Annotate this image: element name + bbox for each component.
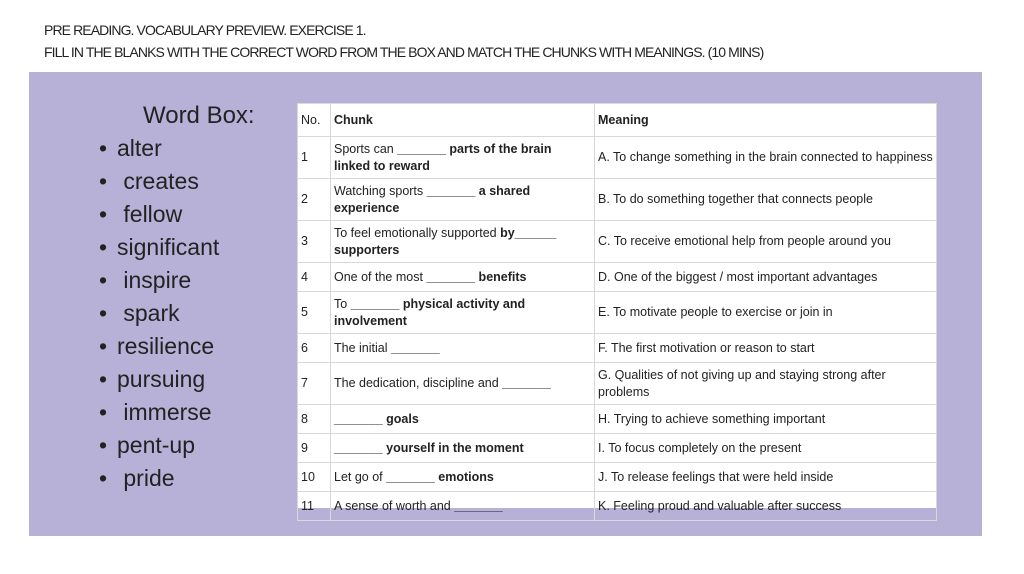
- chunk-cell: _______ yourself in the moment: [331, 434, 595, 463]
- meaning-cell: C. To receive emotional help from people around you: [595, 221, 937, 263]
- meaning-cell: I. To focus completely on the present: [595, 434, 937, 463]
- row-number: 3: [298, 221, 331, 263]
- meaning-cell: G. Qualities of not giving up and staying strong after problems: [595, 363, 937, 405]
- word-item: • alter: [99, 132, 299, 165]
- table-row: [298, 463, 937, 492]
- chunk-table-container: [297, 103, 937, 513]
- chunk-cell: To feel emotionally supported by______ supporters: [331, 221, 595, 263]
- meaning-cell: A. To change something in the brain connected to happiness: [595, 137, 937, 179]
- row-number: 10: [298, 463, 331, 492]
- meaning-cell: J. To release feelings that were held inside: [595, 463, 937, 492]
- meaning-cell: B. To do something together that connects people: [595, 179, 937, 221]
- header-meaning: Meaning: [595, 104, 937, 137]
- row-number: 9: [298, 434, 331, 463]
- chunk-cell: The dedication, discipline and _______: [331, 363, 595, 405]
- row-number: 11: [298, 492, 331, 521]
- header-chunk: Chunk: [331, 104, 595, 137]
- table-row: [298, 492, 937, 521]
- bullet-icon: •: [99, 366, 108, 392]
- exercise-panel: [29, 72, 982, 536]
- word-item: • pursuing: [99, 363, 299, 396]
- word-item: • inspire: [99, 264, 299, 297]
- row-number: 8: [298, 405, 331, 434]
- word-item: • immerse: [99, 396, 299, 429]
- row-number: 7: [298, 363, 331, 405]
- table-row: [298, 434, 937, 463]
- bullet-icon: •: [99, 465, 108, 491]
- word-box-title: Word Box:: [143, 102, 255, 129]
- meaning-cell: K. Feeling proud and valuable after success: [595, 492, 937, 521]
- chunk-cell: Let go of _______ emotions: [331, 463, 595, 492]
- bullet-icon: •: [99, 333, 108, 359]
- word-item: • fellow: [99, 198, 299, 231]
- table-row: [298, 292, 937, 334]
- bullet-icon: •: [99, 300, 108, 326]
- row-number: 4: [298, 263, 331, 292]
- bullet-icon: •: [99, 168, 108, 194]
- meaning-cell: D. One of the biggest / most important advantages: [595, 263, 937, 292]
- word-box: [99, 102, 299, 495]
- meaning-cell: E. To motivate people to exercise or join in: [595, 292, 937, 334]
- row-number: 2: [298, 179, 331, 221]
- header-no: No.: [298, 104, 331, 137]
- table-row: [298, 334, 937, 363]
- bullet-icon: •: [99, 135, 108, 161]
- bullet-icon: •: [99, 432, 108, 458]
- word-item: • resilience: [99, 330, 299, 363]
- chunk-cell: _______ goals: [331, 405, 595, 434]
- meaning-cell: F. The first motivation or reason to start: [595, 334, 937, 363]
- chunk-cell: To _______ physical activity and involvement: [331, 292, 595, 334]
- bullet-icon: •: [99, 201, 108, 227]
- bullet-icon: •: [99, 399, 108, 425]
- table-row: [298, 405, 937, 434]
- word-item: • spark: [99, 297, 299, 330]
- table-row: [298, 137, 937, 179]
- header-line-1: PRE READING. VOCABULARY PREVIEW. EXERCISE 1.: [44, 22, 366, 38]
- table-row: [298, 179, 937, 221]
- word-item: • creates: [99, 165, 299, 198]
- bullet-icon: •: [99, 267, 108, 293]
- row-number: 5: [298, 292, 331, 334]
- table-row: [298, 363, 937, 405]
- chunk-cell: The initial _______: [331, 334, 595, 363]
- word-list: [99, 132, 299, 495]
- word-item: • pent-up: [99, 429, 299, 462]
- exercise-header: [44, 19, 1004, 63]
- table-row: [298, 221, 937, 263]
- word-item: • pride: [99, 462, 299, 495]
- row-number: 6: [298, 334, 331, 363]
- chunk-cell: Watching sports _______ a shared experience: [331, 179, 595, 221]
- chunk-cell: Sports can _______ parts of the brain linked to reward: [331, 137, 595, 179]
- word-item: • significant: [99, 231, 299, 264]
- table-row: [298, 263, 937, 292]
- bullet-icon: •: [99, 234, 108, 260]
- chunk-table: [297, 103, 937, 521]
- chunk-cell: One of the most _______ benefits: [331, 263, 595, 292]
- meaning-cell: H. Trying to achieve something important: [595, 405, 937, 434]
- header-line-2: FILL IN THE BLANKS WITH THE CORRECT WORD FROM THE BOX AND MATCH THE CHUNKS WITH MEANINGS. (10 MINS): [44, 44, 764, 60]
- chunk-cell: A sense of worth and _______: [331, 492, 595, 521]
- row-number: 1: [298, 137, 331, 179]
- table-header-row: [298, 104, 937, 137]
